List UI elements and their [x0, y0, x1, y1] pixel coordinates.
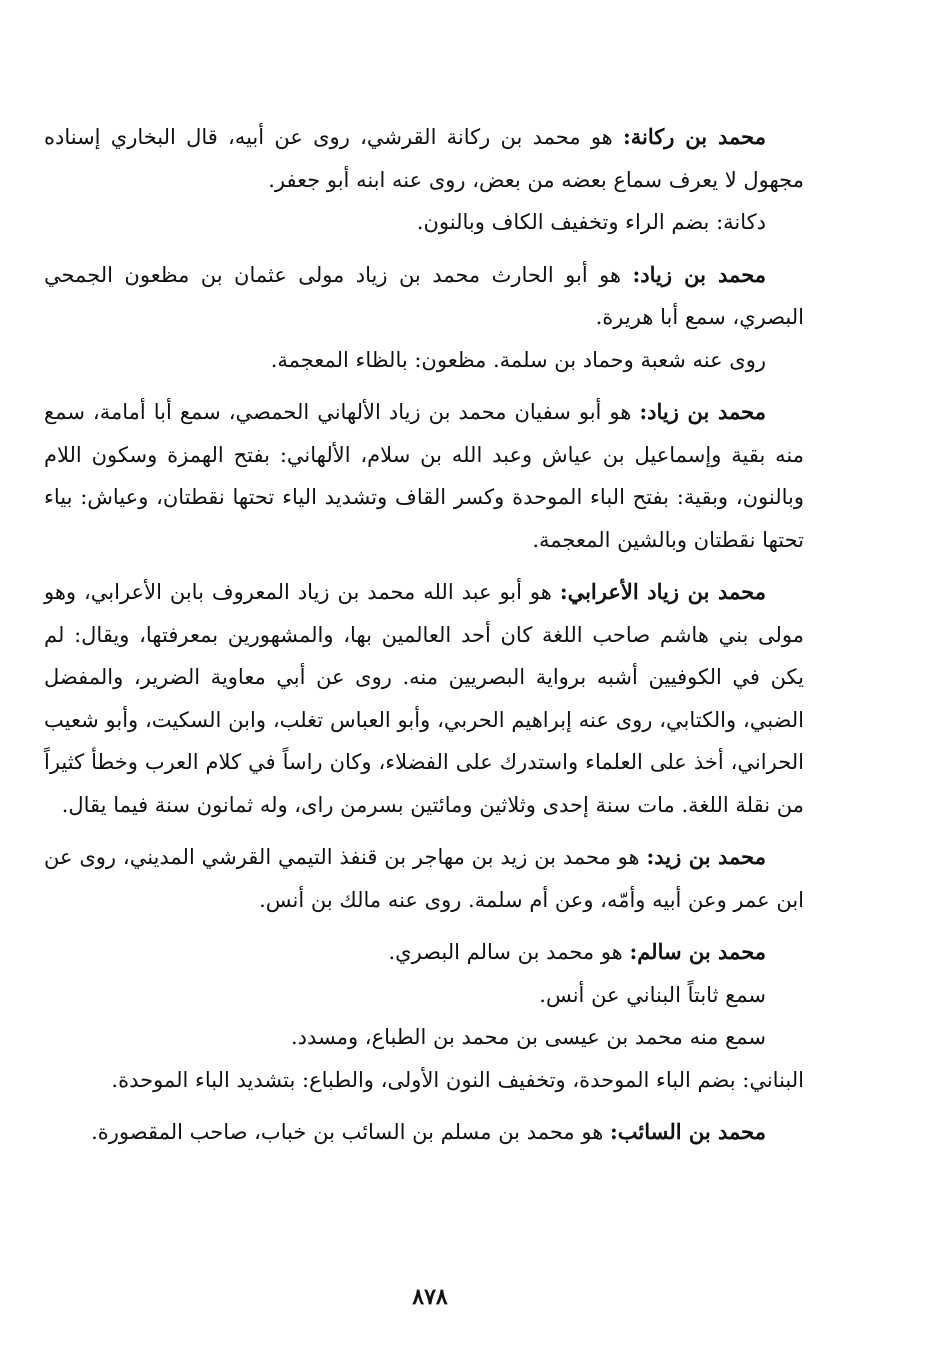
entry-text: هو أبو سفيان محمد بن زياد الألهاني الحمصي، سمع أبا أمامة، سمع منه بقية وإسماعيل بن عياش وعبد الله بن سلام، الألهاني: بفتح الهمزة وسكون اللام وبالنون، وبقية: بفتح الباء الموحدة وكسر القاف وتشديد الياء تحتها نقطتان، وعياش: بياء تحتها نقطتان وبالشين المعجمة.: [44, 400, 804, 552]
entry-text: هو أبو الحارث محمد بن زياد مولى عثمان بن مظعون الجمحي البصري، سمع أبا هريرة.: [44, 262, 804, 329]
heading-colon: :: [623, 124, 631, 149]
entry-muhammad-ibn-ziyad-2: [44, 391, 804, 561]
entry-muhammad-ibn-ziyad-al-arabi: [44, 571, 804, 826]
entry-heading: محمد بن زياد: [640, 261, 766, 287]
heading-colon: :: [632, 261, 641, 287]
entry-muhammad-ibn-salim: [44, 931, 804, 1101]
entry-muhammad-ibn-zayd: [44, 836, 804, 921]
entry-text: هو محمد بن سالم البصري.: [388, 940, 623, 964]
entry-note: روى عنه شعبة وحماد بن سلمة. مظعون: بالظاء المعجمة.: [270, 347, 766, 372]
entry-heading: محمد بن سالم: [637, 939, 766, 964]
entry-note: سمع ثابتاً البناني عن أنس.: [539, 982, 766, 1007]
entry-heading: محمد بن زياد الأعرابي: [567, 579, 766, 604]
entry-text: هو محمد بن ركانة القرشي، روى عن أبيه، قال البخاري إسناده مجهول لا يعرف سماع بعضه من بعض، روى عنه ابنه أبو جعفر.: [44, 125, 804, 192]
page-number: ٨٧٨: [412, 1284, 448, 1310]
heading-colon: :: [629, 939, 638, 964]
entry-heading: محمد بن السائب: [617, 1119, 766, 1144]
heading-colon: :: [559, 579, 568, 604]
entry-muhammad-ibn-ziyad-1: [44, 254, 804, 382]
entry-heading: محمد بن زياد: [647, 399, 766, 424]
entry-note: البناني: بضم الباء الموحدة، وتخفيف النون الأولى، والطباع: بتشديد الباء الموحدة.: [111, 1067, 804, 1092]
entry-note: سمع منه محمد بن عيسى بن محمد بن الطباع، ومسدد.: [290, 1025, 766, 1049]
entry-note: دكانة: بضم الراء وتخفيف الكاف وبالنون.: [416, 210, 766, 234]
entry-text: هو أبو عبد الله محمد بن زياد المعروف بابن الأعرابي، وهو مولى بني هاشم صاحب اللغة كان أحد العالمين بها، والمشهورين بمعرفتها، ويقال: لم يكن في الكوفيين أشبه برواية البصريين منه. روى عن أبي معاوية الضرير، والمفضل الضبي، والكتابي، روى عنه إبراهيم الحربي، وأبو العباس تغلب، وابن السكيت، وأبو شعيب الحراني، أخذ على العلماء واستدرك على الفضلاء، وكان راساً في كلام العرب وخطأ كثيراً من نقلة اللغة. مات سنة إحدى وثلاثين ومائتين بسرمن راى، وله ثمانون سنة فيما يقال.: [44, 580, 804, 817]
entry-text: هو محمد بن مسلم بن السائب بن خباب، صاحب المقصورة.: [91, 1120, 604, 1144]
page-body: [44, 116, 804, 1164]
entry-muhammad-ibn-rukana: [44, 116, 804, 244]
entry-heading: محمد بن ركانة: [630, 124, 766, 149]
heading-colon: :: [639, 399, 648, 424]
heading-colon: :: [646, 844, 655, 869]
heading-colon: :: [609, 1119, 618, 1144]
entry-muhammad-ibn-al-saib: [44, 1111, 804, 1154]
entry-text: هو محمد بن زيد بن مهاجر بن قنفذ التيمي القرشي المديني، روى عن ابن عمر وعن أبيه وأمّه، وعن أم سلمة. روى عنه مالك بن أنس.: [44, 845, 804, 912]
entry-heading: محمد بن زيد: [654, 844, 766, 869]
